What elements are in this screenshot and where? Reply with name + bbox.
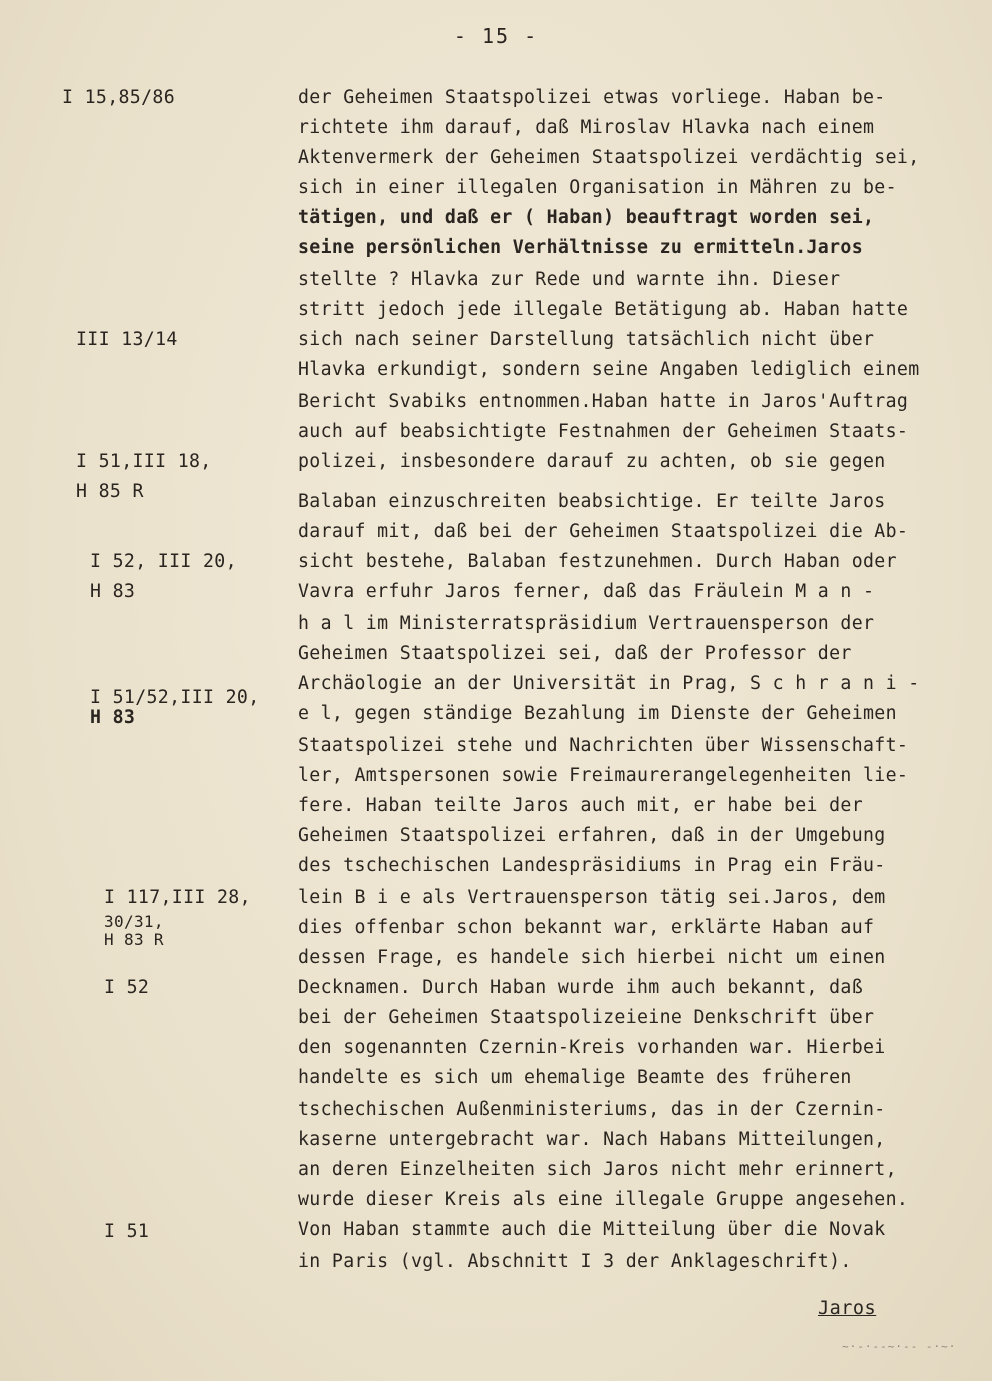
page-number: - 15 - [453, 24, 539, 48]
body-line: sicht bestehe, Balaban festzunehmen. Durch Haban oder [298, 551, 897, 572]
body-line: sich in einer illegalen Organisation in Mähren zu be- [298, 177, 897, 198]
body-line: fere. Haban teilte Jaros auch mit, er habe bei der [298, 795, 863, 816]
body-line: e l, gegen ständige Bezahlung im Dienste der Geheimen [298, 703, 897, 724]
body-line: wurde dieser Kreis als eine illegale Gruppe angesehen. [298, 1189, 909, 1210]
body-line: in Paris (vgl. Abschnitt I 3 der Anklageschrift). [298, 1251, 852, 1272]
body-line: der Geheimen Staatspolizei etwas vorliege. Haban be- [298, 87, 886, 108]
margin-reference: I 51 [104, 1221, 150, 1242]
margin-reference: I 51,III 18, [76, 451, 212, 472]
margin-reference: H 83 [90, 581, 136, 602]
body-line: tschechischen Außenministeriums, das in der Czernin- [298, 1099, 886, 1120]
body-line: stellte ? Hlavka zur Rede und warnte ihn. Dieser [298, 269, 841, 290]
body-line: Hlavka erkundigt, sondern seine Angaben lediglich einem [298, 359, 920, 380]
margin-reference: H 83 [90, 707, 136, 728]
body-line: handelte es sich um ehemalige Beamte des früheren [298, 1067, 852, 1088]
pencil-scribble: ~·-·--~·-- -·~· [842, 1340, 957, 1353]
body-line: Bericht Svabiks entnommen.Haban hatte in Jaros'Auftrag [298, 391, 909, 412]
body-line: ler, Amtspersonen sowie Freimaurerangelegenheiten lie- [298, 765, 909, 786]
body-line: bei der Geheimen Staatspolizeieine Denkschrift über [298, 1007, 875, 1028]
margin-reference: H 83 R [104, 930, 164, 949]
body-line: Vavra erfuhr Jaros ferner, daß das Fräulein M a n - [298, 581, 875, 602]
body-line: Balaban einzuschreiten beabsichtige. Er teilte Jaros [298, 491, 886, 512]
body-line: polizei, insbesondere darauf zu achten, ob sie gegen [298, 451, 886, 472]
margin-reference: 30/31, [104, 912, 164, 931]
body-line: Archäologie an der Universität in Prag, S c h r a n i - [298, 673, 920, 694]
body-line: seine persönlichen Verhältnisse zu ermitteln.Jaros [298, 237, 863, 258]
body-line: dessen Frage, es handele sich hierbei nicht um einen [298, 947, 886, 968]
body-line: sich nach seiner Darstellung tatsächlich nicht über [298, 329, 875, 350]
body-line: den sogenannten Czernin-Kreis vorhanden war. Hierbei [298, 1037, 886, 1058]
body-line: auch auf beabsichtigte Festnahmen der Geheimen Staats- [298, 421, 909, 442]
margin-reference: H 85 R [76, 481, 144, 502]
body-line: Geheimen Staatspolizei erfahren, daß in der Umgebung [298, 825, 886, 846]
body-line: dies offenbar schon bekannt war, erklärte Haban auf [298, 917, 875, 938]
body-line: Aktenvermerk der Geheimen Staatspolizei verdächtig sei, [298, 147, 920, 168]
signature: Jaros [818, 1298, 877, 1319]
margin-reference: III 13/14 [76, 329, 178, 350]
body-line: Geheimen Staatspolizei sei, daß der Professor der [298, 643, 852, 664]
body-line: h a l im Ministerratspräsidium Vertrauensperson der [298, 613, 875, 634]
body-line: lein B i e als Vertrauensperson tätig sei.Jaros, dem [298, 887, 886, 908]
body-line: Staatspolizei stehe und Nachrichten über Wissenschaft- [298, 735, 909, 756]
body-line: stritt jedoch jede illegale Betätigung ab. Haban hatte [298, 299, 909, 320]
margin-reference: I 15,85/86 [62, 87, 175, 108]
margin-reference: I 51/52,III 20, [90, 687, 260, 708]
body-line: an deren Einzelheiten sich Jaros nicht mehr erinnert, [298, 1159, 897, 1180]
body-line: richtete ihm darauf, daß Miroslav Hlavka nach einem [298, 117, 875, 138]
body-line: Von Haban stammte auch die Mitteilung über die Novak [298, 1219, 886, 1240]
margin-reference: I 52 [104, 977, 150, 998]
body-line: kaserne untergebracht war. Nach Habans Mitteilungen, [298, 1129, 886, 1150]
body-line: Decknamen. Durch Haban wurde ihm auch bekannt, daß [298, 977, 863, 998]
margin-reference: I 52, III 20, [90, 551, 237, 572]
body-line: des tschechischen Landespräsidiums in Prag ein Fräu- [298, 855, 886, 876]
margin-reference: I 117,III 28, [104, 887, 251, 908]
body-line: tätigen, und daß er ( Haban) beauftragt worden sei, [298, 207, 875, 228]
body-line: darauf mit, daß bei der Geheimen Staatspolizei die Ab- [298, 521, 909, 542]
